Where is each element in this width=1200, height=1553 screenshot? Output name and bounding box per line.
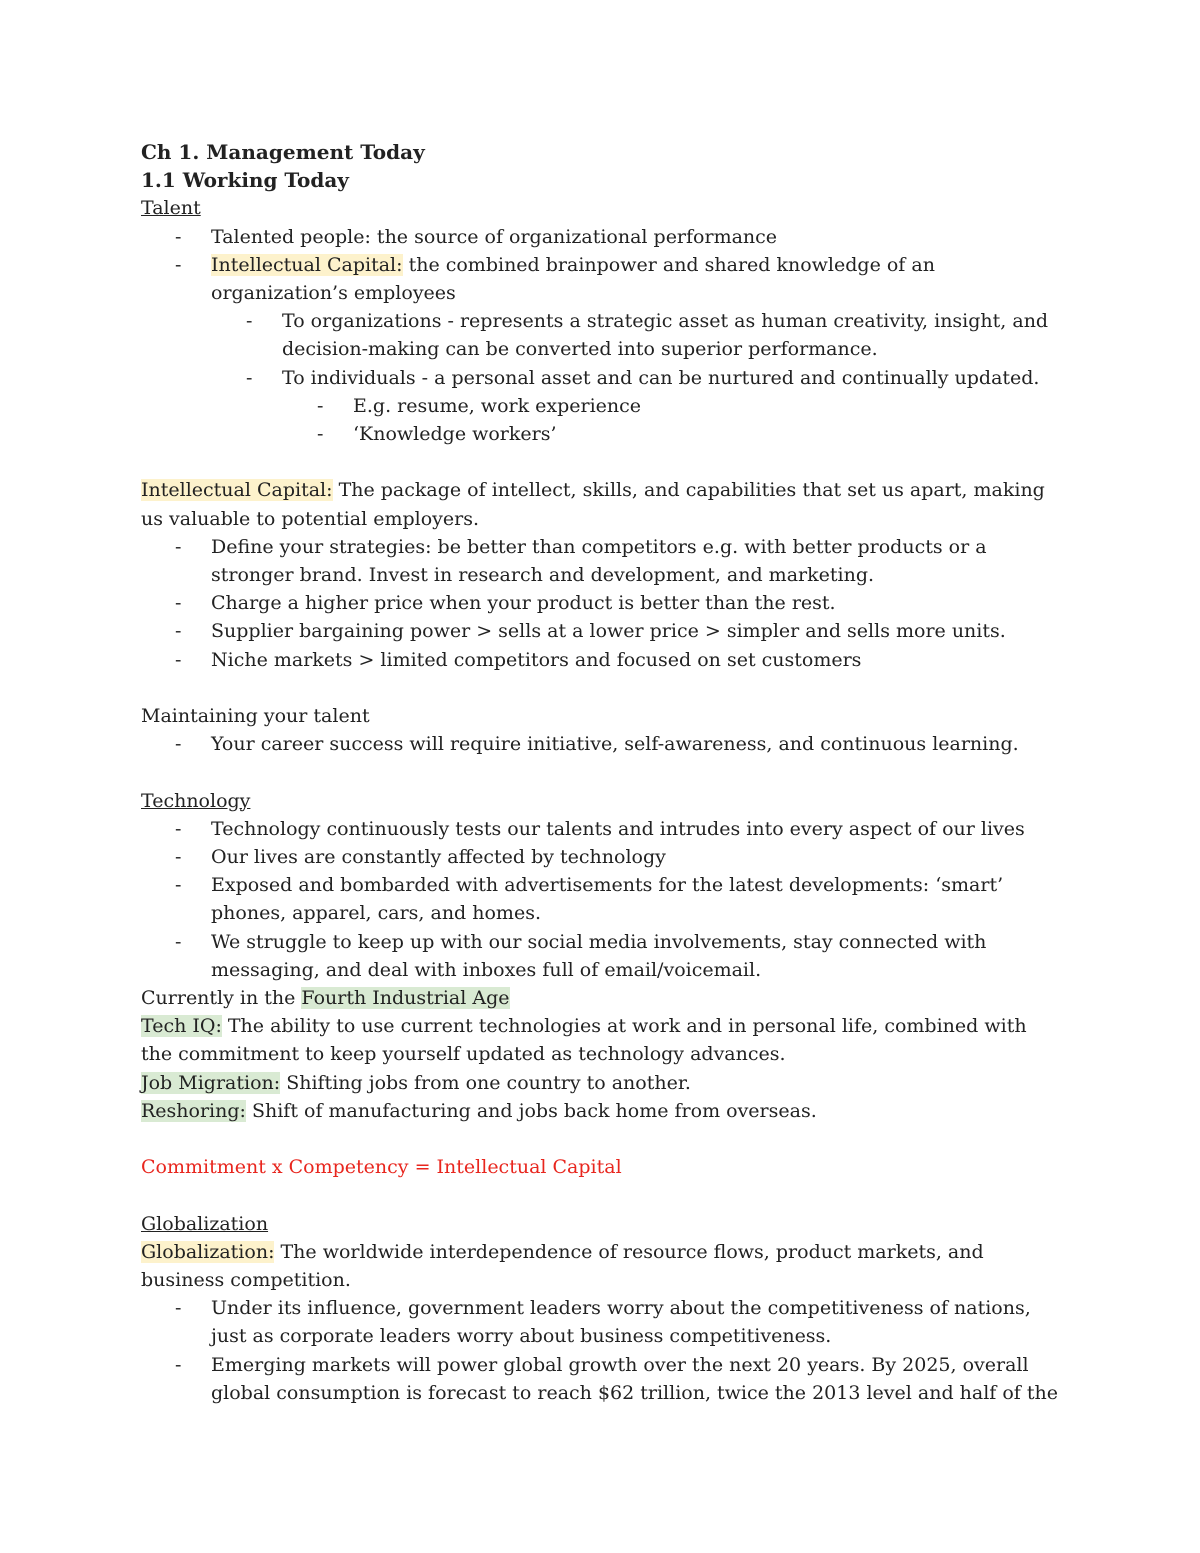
globalization-definition: Globalization: The worldwide interdependence of resource flows, product markets, and business competition.	[141, 1240, 984, 1292]
bullet-dash: -	[317, 394, 324, 417]
technology-heading: Technology	[141, 789, 251, 812]
ic-definition: Intellectual Capital: The package of intellect, skills, and capabilities that set us apart, making us valuable to potential employers.	[141, 479, 1045, 530]
bullet-dash: -	[175, 733, 182, 756]
list-item: - We struggle to keep up with our social media involvements, stay connected with messaging, and deal with inboxes full of email/voicemail.	[141, 928, 1061, 984]
job-migration-definition: Job Migration: Shifting jobs from one country to another.	[141, 1071, 691, 1094]
list-item: - Niche markets > limited competitors and focused on set customers	[141, 646, 1061, 674]
bullet-dash: -	[175, 592, 182, 615]
bullet-dash: -	[175, 1353, 182, 1376]
highlighted-term: Globalization:	[141, 1240, 275, 1263]
bullet-dash: -	[175, 225, 182, 248]
bullet-dash: -	[246, 366, 253, 389]
document-page	[141, 138, 1061, 1407]
bullet-dash: -	[175, 620, 182, 643]
list-item: - To organizations - represents a strategic asset as human creativity, insight, and decision-making can be converted into superior performance.	[141, 307, 1061, 363]
list-item: - Technology continuously tests our talents and intrudes into every aspect of our lives	[141, 815, 1061, 843]
blank-line	[141, 674, 1061, 702]
list-item: - Emerging markets will power global growth over the next 20 years. By 2025, overall global consumption is forecast to reach $62 trillion, twice the 2013 level and half of the	[141, 1351, 1061, 1407]
list-item: - E.g. resume, work experience	[141, 392, 1061, 420]
bullet-dash: -	[175, 874, 182, 897]
bullet-dash: -	[175, 846, 182, 869]
list-item: - To individuals - a personal asset and can be nurtured and continually updated.	[141, 364, 1061, 392]
formula-line: Commitment x Competency = Intellectual Capital	[141, 1156, 622, 1179]
bullet-dash: -	[175, 930, 182, 953]
bullet-dash: -	[175, 648, 182, 671]
talent-heading: Talent	[141, 197, 201, 220]
blank-line	[141, 1181, 1061, 1209]
maintaining-heading: Maintaining your talent	[141, 705, 370, 728]
blank-line	[141, 448, 1061, 476]
bullet-dash: -	[317, 423, 324, 446]
blank-line	[141, 1125, 1061, 1153]
bullet-dash: -	[246, 310, 253, 333]
bullet-dash: -	[175, 253, 182, 276]
tech-iq-definition: Tech IQ: The ability to use current technologies at work and in personal life, combined with the commitment to keep yourself updated as technology advances.	[141, 1015, 1027, 1066]
highlighted-term: Reshoring:	[141, 1099, 246, 1122]
reshoring-definition: Reshoring: Shift of manufacturing and jobs back home from overseas.	[141, 1099, 817, 1122]
highlighted-term: Fourth Industrial Age	[301, 987, 510, 1010]
bullet-dash: -	[175, 1297, 182, 1320]
highlighted-term: Intellectual Capital:	[211, 253, 403, 276]
list-item: - Supplier bargaining power > sells at a lower price > simpler and sells more units.	[141, 617, 1061, 645]
bullet-dash: -	[175, 817, 182, 840]
section-title: 1.1 Working Today	[141, 168, 349, 193]
list-item: - Exposed and bombarded with advertisements for the latest developments: ‘smart’ phones, apparel, cars, and homes.	[141, 871, 1061, 927]
bullet-dash: -	[175, 535, 182, 558]
blank-line	[141, 758, 1061, 786]
list-item: - Your career success will require initiative, self-awareness, and continuous learning.	[141, 730, 1061, 758]
highlighted-term: Tech IQ:	[141, 1015, 222, 1038]
list-item: - Our lives are constantly affected by technology	[141, 843, 1061, 871]
list-item: - Under its influence, government leaders worry about the competitiveness of nations, just as corporate leaders worry about business competitiveness.	[141, 1294, 1061, 1350]
fourth-age-line: Currently in the Fourth Industrial Age	[141, 987, 510, 1010]
chapter-title: Ch 1. Management Today	[141, 140, 425, 164]
list-item: - Charge a higher price when your product is better than the rest.	[141, 589, 1061, 617]
highlighted-term: Job Migration:	[141, 1071, 281, 1094]
list-item: - Intellectual Capital: the combined brainpower and shared knowledge of an organization’s employees	[141, 251, 1061, 307]
globalization-heading: Globalization	[141, 1212, 269, 1235]
list-item: - ‘Knowledge workers’	[141, 420, 1061, 448]
list-item: - Talented people: the source of organizational performance	[141, 223, 1061, 251]
highlighted-term: Intellectual Capital:	[141, 479, 333, 502]
list-item: - Define your strategies: be better than competitors e.g. with better products or a stronger brand. Invest in research and development, and marketing.	[141, 533, 1061, 589]
